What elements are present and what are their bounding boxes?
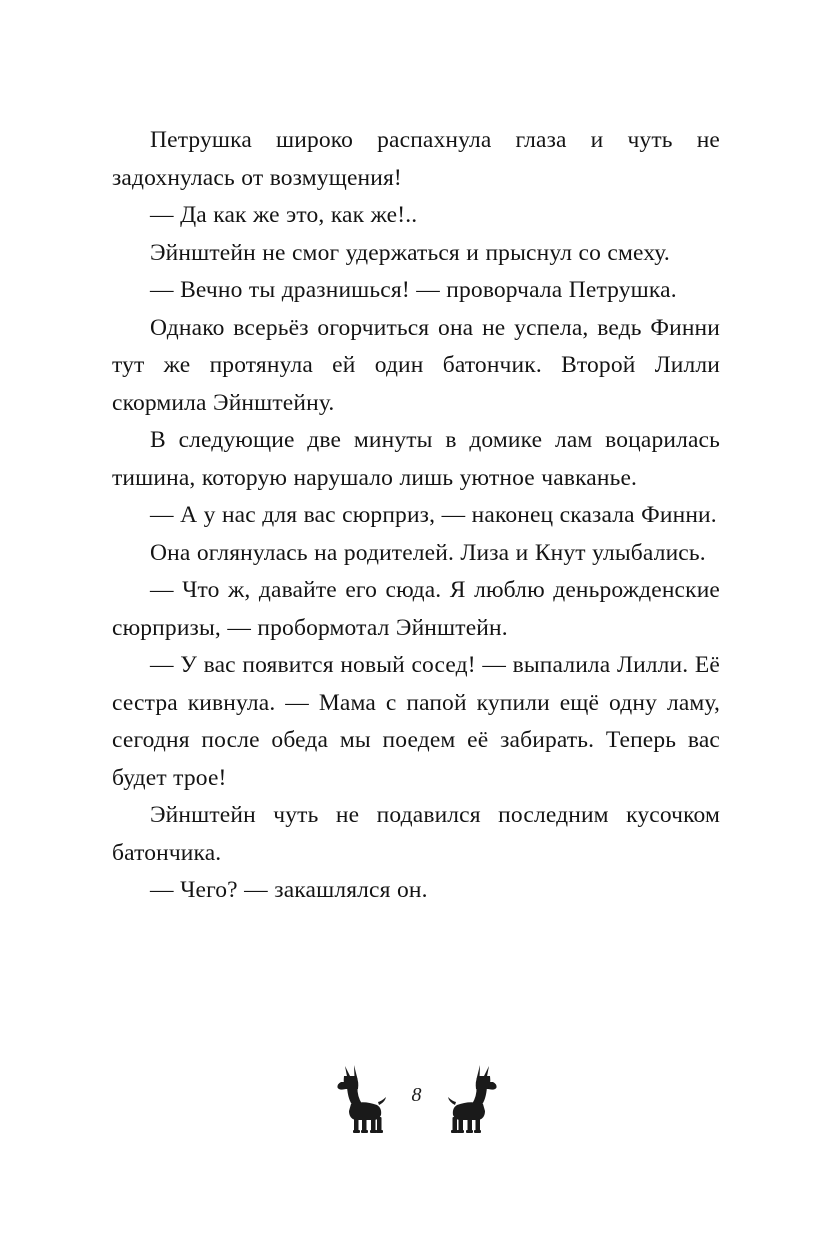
paragraph: — У вас появится новый сосед! — выпалила Лилли. Её сестра кивнула. — Мама с папой купили ещё одну ламу, сегодня после обеда мы поедем её забирать. Теперь вас будет трое! <box>112 652 720 791</box>
paragraph: В следующие две минуты в домике лам воцарилась тишина, которую нарушало лишь уютное чавканье. <box>112 427 720 491</box>
paragraph: Однако всерьёз огорчиться она не успела, ведь Финни тут же протянула ей один батончик. Второй Лилли скормила Эйнштейну. <box>112 314 720 416</box>
paragraph: — Чего? — закашлялся он. <box>150 877 428 903</box>
body-text <box>112 122 720 910</box>
paragraph: — Вечно ты дразнишься! — проворчала Петрушка. <box>150 277 677 303</box>
paragraph: — Что ж, давайте его сюда. Я люблю деньрожденские сюрпризы, — пробормотал Эйнштейн. <box>112 577 720 641</box>
page-footer <box>0 1060 833 1134</box>
paragraph: — А у нас для вас сюрприз, — наконец сказала Финни. <box>150 502 717 528</box>
paragraph: Она оглянулась на родителей. Лиза и Кнут улыбались. <box>150 539 706 566</box>
paragraph: — Да как же это, как же!.. <box>150 202 418 228</box>
paragraph: Петрушка широко распахнула глаза и чуть не задохнулась от возмущения! <box>112 127 720 191</box>
llama-icon <box>443 1060 505 1134</box>
llama-icon <box>329 1060 391 1134</box>
paragraph: Эйнштейн не смог удержаться и прыснул со смеху. <box>150 239 670 266</box>
page-number: 8 <box>411 1083 422 1106</box>
paragraph: Эйнштейн чуть не подавился последним кусочком батончика. <box>112 802 720 866</box>
